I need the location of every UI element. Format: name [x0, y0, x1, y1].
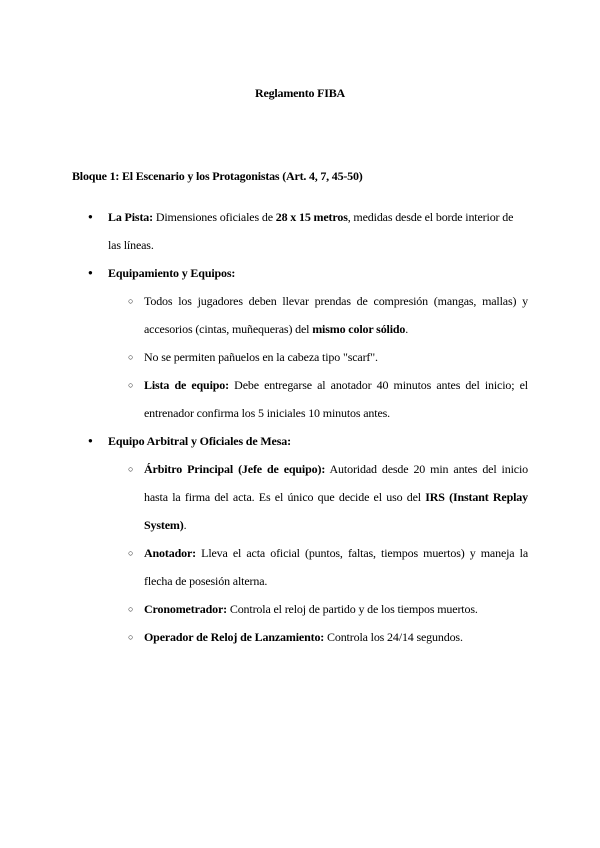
- item-label: Lista de equipo:: [144, 378, 229, 392]
- item-text: Debe entregarse al anotador 40 minutos antes del inicio; el entrenador confirma los 5 iniciales 10 minutos antes.: [144, 378, 528, 420]
- document-title: Reglamento FIBA: [255, 86, 345, 100]
- item-emphasis: IRS (Instant Replay System): [144, 490, 529, 532]
- list-item-text: [108, 434, 291, 448]
- list-item-arbitral: [72, 427, 528, 651]
- item-label: Árbitro Principal (Jefe de equipo):: [144, 462, 326, 476]
- item-text: .: [405, 322, 409, 336]
- item-label: La Pista:: [108, 210, 153, 224]
- sub-item-text: [144, 539, 528, 595]
- sub-list: [108, 455, 528, 651]
- item-label: Anotador:: [144, 546, 196, 560]
- list-item-equipamiento: [72, 259, 528, 427]
- sub-item-text: [144, 623, 528, 651]
- item-text: , medidas desde el borde interior de las líneas.: [108, 210, 514, 252]
- item-text: .: [183, 518, 187, 532]
- item-text: Dimensiones oficiales de: [152, 210, 276, 224]
- list-item-text: [108, 210, 513, 252]
- sub-item-text: [144, 455, 528, 539]
- sub-item-anotador: [108, 539, 528, 595]
- item-label: Equipamiento y Equipos:: [108, 266, 236, 280]
- item-text: Controla los 24/14 segundos.: [324, 630, 463, 644]
- item-emphasis: mismo color sólido: [312, 322, 406, 336]
- list-item-pista: [72, 203, 528, 259]
- item-text: Lleva el acta oficial (puntos, faltas, tiempos muertos) y maneja la flecha de posesión alterna.: [144, 546, 528, 588]
- sub-item-text: [144, 595, 528, 623]
- sub-item-cronometrador: [108, 595, 528, 623]
- item-label: Cronometrador:: [144, 602, 227, 616]
- section-content: [72, 203, 528, 651]
- item-label: Equipo Arbitral y Oficiales de Mesa:: [108, 434, 291, 448]
- item-text: Autoridad desde 20 min antes del inicio hasta la firma del acta. Es el único que decide el uso del: [144, 462, 528, 504]
- sub-item-lista: [108, 371, 528, 427]
- item-text: No se permiten pañuelos en la cabeza tipo "scarf".: [144, 350, 378, 364]
- item-text: Todos los jugadores deben llevar prendas de compresión (mangas, mallas) y accesorios (cintas, muñequeras) del: [144, 294, 528, 336]
- item-text: Controla el reloj de partido y de los tiempos muertos.: [227, 602, 478, 616]
- sub-item-text: [144, 287, 528, 343]
- sub-item-arbitro: [108, 455, 528, 539]
- item-emphasis: 28 x 15 metros: [275, 210, 348, 224]
- sub-item-compresion: [108, 287, 528, 343]
- sub-item-text: [144, 371, 528, 427]
- section-heading: Bloque 1: El Escenario y los Protagonistas (Art. 4, 7, 45-50): [72, 169, 363, 183]
- bullet-list: [72, 203, 528, 651]
- sub-item-panuelos: [108, 343, 528, 371]
- list-item-text: [108, 266, 235, 280]
- sub-list: [108, 287, 528, 427]
- sub-item-text: [144, 343, 528, 371]
- sub-item-operador: [108, 623, 528, 651]
- item-label: Operador de Reloj de Lanzamiento:: [144, 630, 325, 644]
